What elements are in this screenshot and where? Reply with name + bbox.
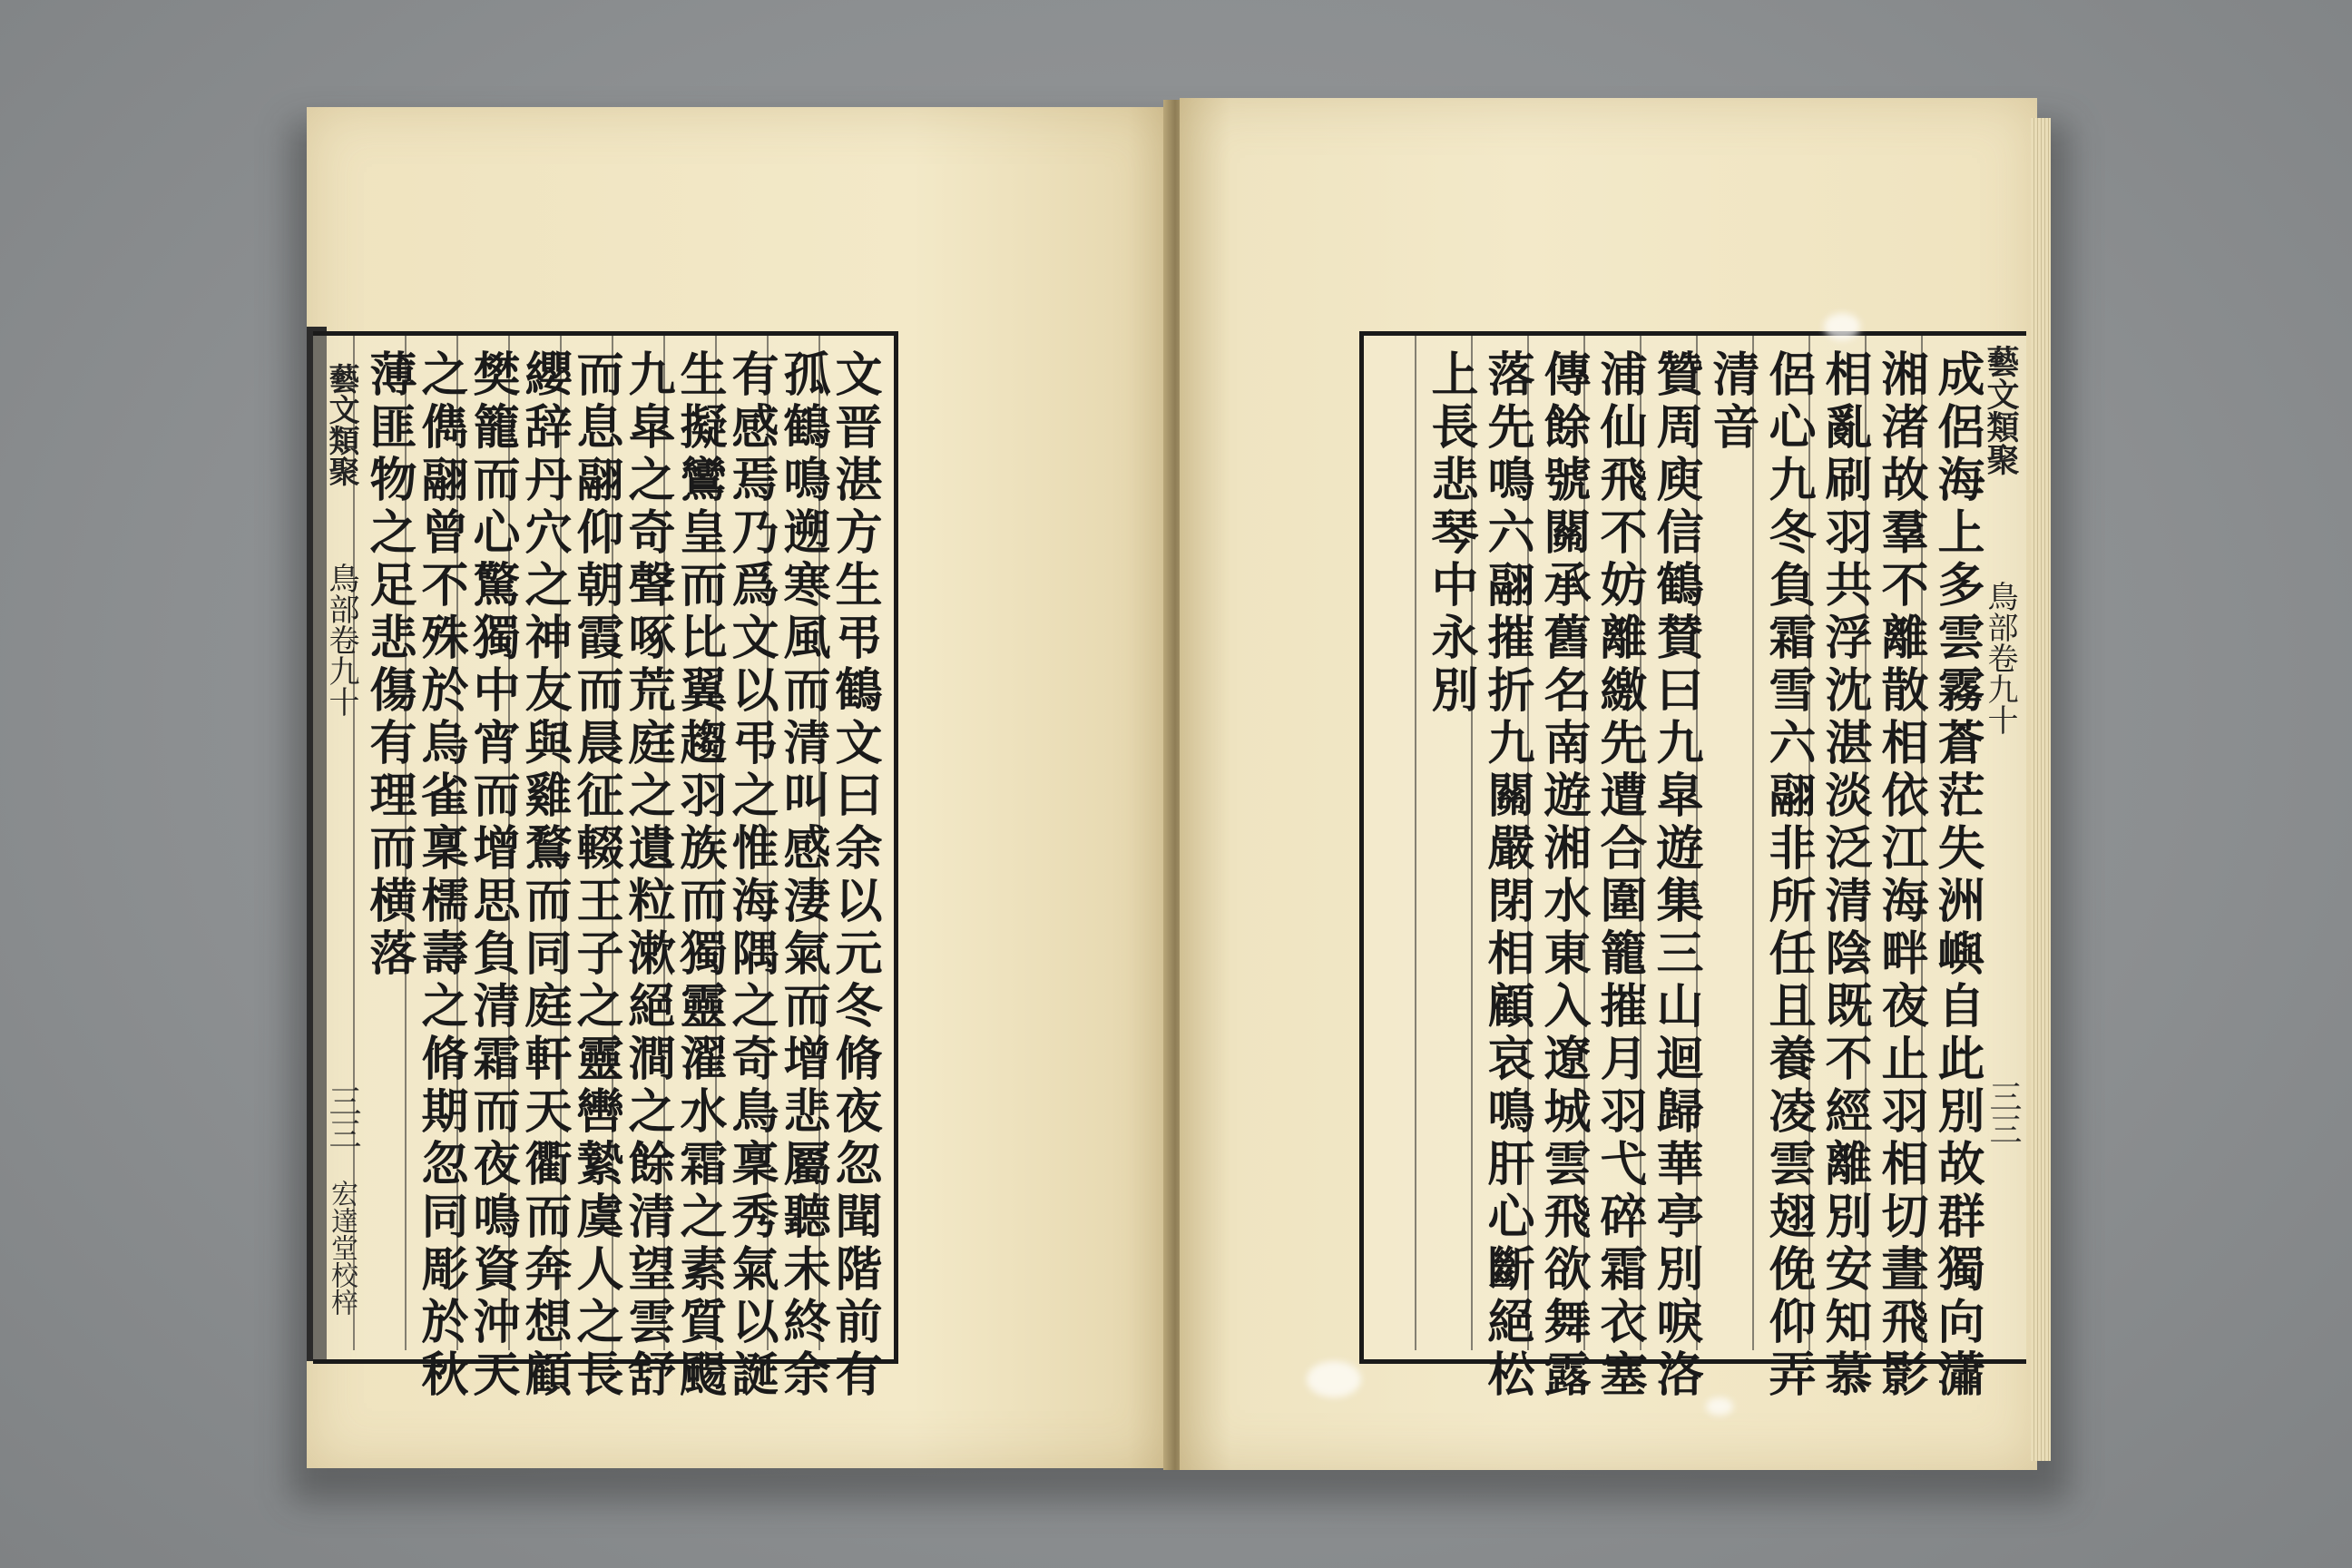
right_page-text-column: 贊周庾信鶴賛曰九皐遊集三山迴歸華亭別唳洛: [1648, 349, 1703, 1402]
right_page-column-rule: [1415, 336, 1416, 1350]
right_page-text-column: 清音: [1704, 349, 1759, 455]
left_page-text-column: 之儁翮曾不殊於烏雀稟檽壽之脩期忽同彫於秋: [413, 349, 468, 1402]
right_page-text-column: 侶心九冬負霜雪六翮非所任且養凌雲翅俛仰弄: [1760, 349, 1816, 1402]
right-page-number: 三三: [1984, 1080, 2022, 1145]
left_page-text-column: 文晋湛方生弔鶴文曰余以元冬脩夜忽聞階前有: [827, 349, 882, 1402]
left-margin-title: 藝文類聚: [323, 363, 359, 486]
left_page-text-column: 而息翮仰朝霞而晨征輟王子之靈轡縶虞人之長: [568, 349, 623, 1402]
left_page-text-column: 有感焉乃爲文以弔之惟海隅之奇鳥稟秀氣以誕: [723, 349, 779, 1402]
left_page-text-column: 纓辞丹穴之神友與雞鶩而同庭軒天衢而奔想顧: [516, 349, 572, 1402]
paper-wear: [1307, 1361, 1361, 1397]
right-margin-title: 藝文類聚: [1982, 345, 2020, 475]
paper-wear: [1824, 313, 1860, 340]
left_page-text-column: 薄匪物之足悲傷有理而横落: [361, 349, 416, 981]
paper-wear: [1706, 1397, 1733, 1416]
right_page-text-column: 成侶海上多雲霧蒼茫失洲嶼自此別故群獨向瀟: [1929, 349, 1984, 1402]
right_page-text-column: 浦仙飛不妨離繳先遭合圍籠摧月羽弋碎霜衣塞: [1592, 349, 1647, 1402]
left-page-number: 三三: [324, 1084, 361, 1150]
right_page-text-column: 湘渚故羣不離散相依江海畔夜止羽相切晝飛影: [1873, 349, 1928, 1402]
left_page-text-column: 樊籠而心驚獨中宵而增思負清霜而夜鳴資沖天: [465, 349, 520, 1402]
left-margin-section: 鳥部卷九十: [323, 563, 359, 717]
left_page-text-column: 孤鶴鳴遡寒風而清叫感淒氣而增悲屬聽未終余: [775, 349, 830, 1402]
right_page-text-column: 傳餘號關承舊名南遊湘水東入遼城雲飛欲舞露: [1535, 349, 1591, 1402]
page-edges: [2031, 118, 2051, 1461]
right_page-column-rule: [1752, 336, 1754, 1350]
publisher-mark: 宏達堂校梓: [326, 1180, 358, 1316]
right_page-text-column: 相亂刷羽共浮沈湛淡泛清陰既不經離別安知慕: [1817, 349, 1872, 1402]
left_page-text-column: 生擬鸞皇而比翼趨羽族而獨靈濯水霜之素質颺: [671, 349, 727, 1402]
right_page-text-column: 上長悲琴中永別: [1423, 349, 1478, 718]
right_page-text-column: 落先鳴六翮摧折九關嚴閉相顧哀鳴肝心斷絕松: [1479, 349, 1534, 1402]
left_page-text-column: 九皐之奇聲啄荒庭之遺粒漱絕澗之餘清望雲舒: [620, 349, 675, 1402]
right-margin-section: 鳥部卷九十: [1982, 581, 2018, 735]
